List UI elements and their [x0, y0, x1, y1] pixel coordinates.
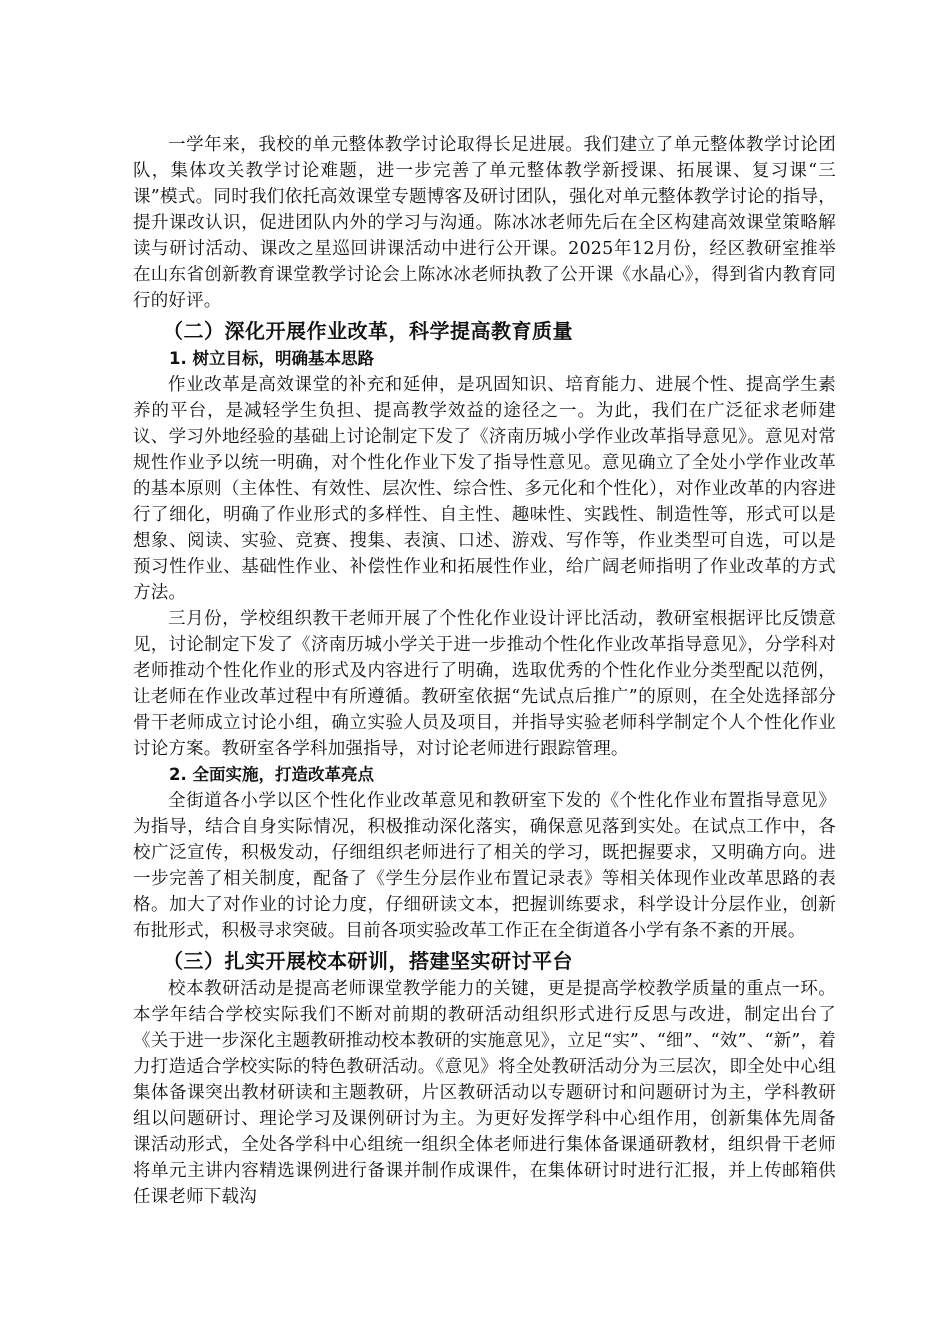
paragraph-street-implementation: 全街道各小学以区个性化作业改革意见和教研室下发的《个性化作业布置指导意见》为指导，结合自身实际情况，积极推动深化落实，确保意见落到实处。在试点工作中，各校广泛宣传，积极发动，仔细组织老师进行了相关的学习，既把握要求，又明确方向。进一步完善了相关制度，配备了《学生分层作业布置记录表》等相关体现作业改革思路的表格。加大了对作业的讨论力度，仔细研读文本，把握训练要求，科学设计分层作业，创新布批形式，积极寻求突破。目前各项实验改革工作正在全街道各小学有条不紊的开展。 — [133, 791, 836, 941]
document-body — [133, 132, 836, 1210]
section-heading-school-training: （三）扎实开展校本研训，搭建坚实研讨平台 — [163, 949, 573, 973]
paragraph-unit-teaching: 一学年来，我校的单元整体教学讨论取得长足进展。我们建立了单元整体教学讨论团队，集体攻关教学讨论难题，进一步完善了单元整体教学新授课、拓展课、复习课“三课”模式。同时我们依托高效课堂专题博客及研讨团队，强化对单元整体教学讨论的指导，提升课改认识，促进团队内外的学习与沟通。陈冰冰老师先后在全区构建高效课堂策略解读与研讨活动、课改之星巡回讲课活动中进行公开课。2025年12月份，经区教研室推举在山东省创新教育课堂教学讨论会上陈冰冰老师执教了公开课《水晶心》，得到省内教育同行的好评。 — [133, 135, 836, 311]
paragraph-homework-reform-guidance: 作业改革是高效课堂的补充和延伸，是巩固知识、培育能力、进展个性、提高学生素养的平台，是减轻学生负担、提高教学效益的途径之一。为此，我们在广泛征求老师建议、学习外地经验的基础上讨论制定下发了《济南历城小学作业改革指导意见》。意见对常规性作业予以统一明确，对个性化作业下发了指导性意见。意见确立了全处小学作业改革的基本原则（主体性、有效性、层次性、综合性、多元化和个性化），对作业改革的内容进行了细化，明确了作业形式的多样性、自主性、趣味性、实践性、制造性等，形式可以是想象、阅读、实验、竞赛、搜集、表演、口述、游戏、写作等，作业类型可自选，可以是预习性作业、基础性作业、补偿性作业和拓展性作业，给广阔老师指明了作业改革的方式方法。 — [133, 375, 836, 603]
paragraph-school-research: 校本教研活动是提高老师课堂教学能力的关键，更是提高学校教学质量的重点一环。本学年结合学校实际我们不断对前期的教研活动组织形式进行反思与改进，制定出台了《关于进一步深化主题教研推动校本教研的实施意见》，立足“实”、“细”、“效”、“新”，着力打造适合学校实际的特色教研活动。《意见》将全处教研活动分为三层次，即全处中心组集体备课突出教材研读和主题教研，片区教研活动以专题研讨和问题研讨为主，学科教研组以问题研讨、理论学习及课例研讨为主。为更好发挥学科中心组作用，创新集体先周备课活动形式，全处各学科中心组统一组织全体老师进行集体备课通研教材，组织骨干老师将单元主讲内容精选课例进行备课并制作成课件，在集体研讨时进行汇报，并上传邮箱供任课老师下载沟 — [133, 979, 836, 1207]
section-heading-homework-reform: （二）深化开展作业改革，科学提高教育质量 — [163, 319, 573, 343]
subheading-full-implementation: 2. 全面实施，打造改革亮点 — [169, 765, 374, 784]
subheading-set-goals: 1. 树立目标，明确基本思路 — [169, 349, 374, 368]
paragraph-march-activity: 三月份，学校组织教干老师开展了个性化作业设计评比活动，教研室根据评比反馈意见，讨论制定下发了《济南历城小学关于进一步推动个性化作业改革指导意见》，分学科对老师推动个性化作业的形式及内容进行了明确，选取优秀的个性化作业分类型配以范例，让老师在作业改革过程中有所遵循。教研室依据“先试点后推广”的原则，在全处选择部分骨干老师成立讨论小组，确立实验人员及项目，并指导实验老师科学制定个人个性化作业讨论方案。教研室各学科加强指导，对讨论老师进行跟踪管理。 — [133, 609, 836, 759]
